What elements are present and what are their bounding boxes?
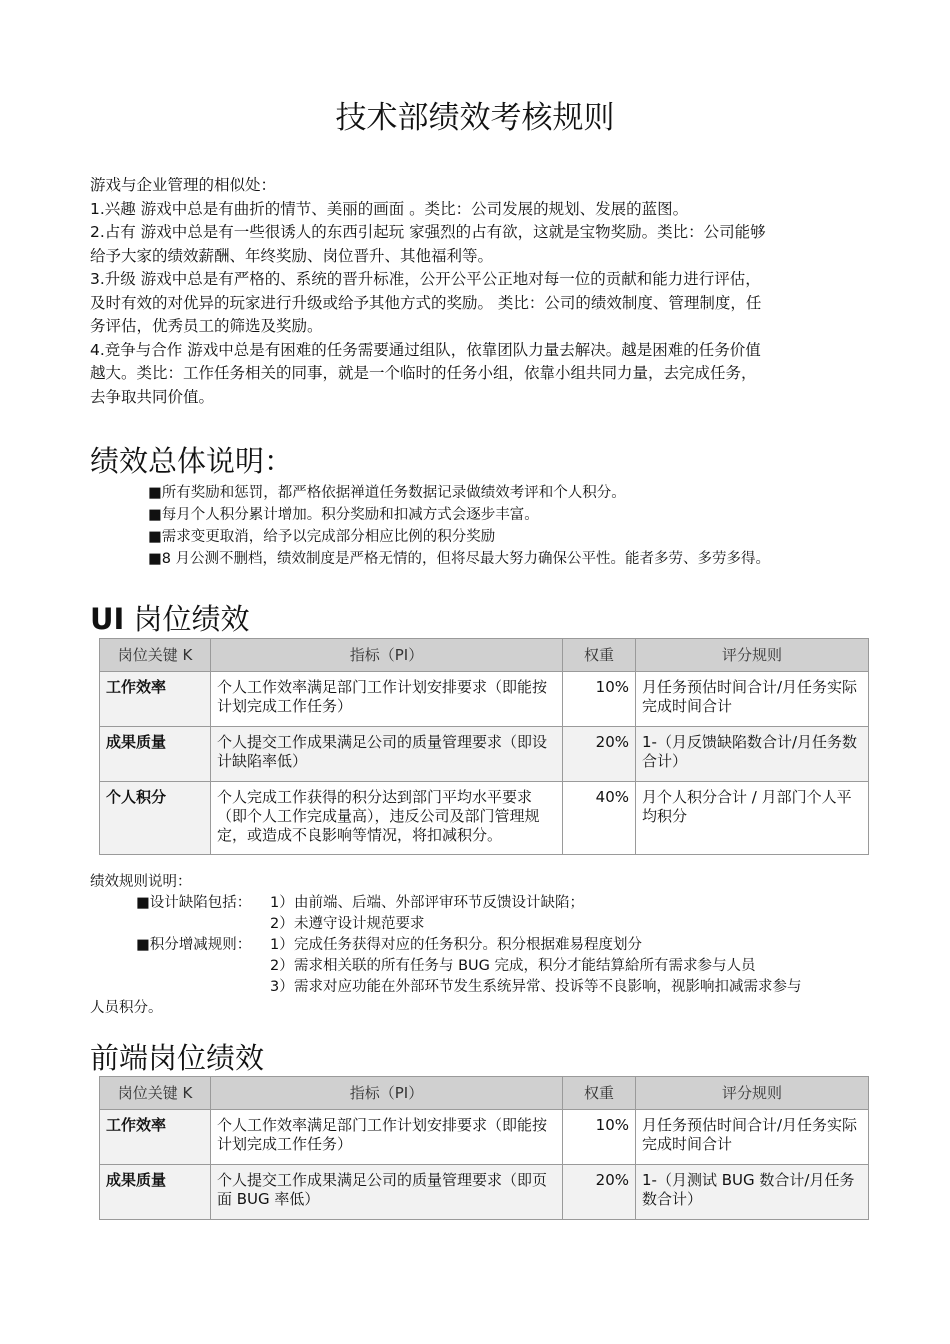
- weight-cell: 20%: [563, 1165, 636, 1220]
- column-header: 指标（PI）: [211, 1077, 563, 1110]
- intro-line: 及时有效的对优异的玩家进行升级或给予其他方式的奖励。 类比：公司的绩效制度、管理制度，任: [90, 293, 762, 312]
- table-row: [100, 1165, 869, 1220]
- intro-line: 务评估，优秀员工的筛选及奖励。: [90, 317, 323, 335]
- key-cell: 成果质量: [100, 727, 211, 782]
- weight-cell: 40%: [563, 782, 636, 855]
- key-cell: 工作效率: [100, 1110, 211, 1165]
- intro-line: 3.升级 游戏中总是有严格的、系统的晋升标准，公开公平公正地对每一位的贡献和能力进行评估，: [90, 270, 761, 288]
- intro-line: 越大。类比：工作任务相关的同事，就是一个临时的任务小组，依靠小组共同力量，去完成任务，: [90, 364, 757, 382]
- rule-number: 2）: [270, 958, 294, 974]
- rule-text: 需求相关联的所有任务与 BUG 完成，积分才能结算給所有需求参与人员: [294, 958, 756, 974]
- table-row: [100, 727, 869, 782]
- rule-number: 1）: [270, 895, 294, 911]
- pi-cell: 个人提交工作成果满足公司的质量管理要求（即页面 BUG 率低）: [211, 1165, 563, 1220]
- rule-text: 完成任务获得对应的任务积分。积分根据难易程度划分: [294, 937, 642, 953]
- intro-line: 给予大家的绩效薪酬、年终奖励、岗位晋升、其他福利等。: [90, 246, 494, 265]
- rule-number: 1）: [270, 937, 294, 953]
- weight-cell: 20%: [563, 727, 636, 782]
- page-title: 技术部绩效考核规则: [335, 100, 615, 136]
- intro-line: 2.占有 游戏中总是有一些很诱人的东西引起玩 家强烈的占有欲，这就是宝物奖励。类比：公司能够: [90, 223, 766, 241]
- ui-performance-table: [99, 638, 869, 855]
- key-cell: 成果质量: [100, 1165, 211, 1220]
- ui-heading-rest: 岗位绩效: [124, 602, 250, 636]
- rule-text: 未遵守设计规范要求: [294, 916, 425, 932]
- rule-cell: 1-（月反馈缺陷数合计/月任务数合计）: [636, 727, 869, 782]
- overview-item: ■所有奖励和惩罚，都严格依据禅道任务数据记录做绩效考评和个人积分。: [148, 485, 626, 501]
- intro-line: 去争取共同价值。: [90, 387, 215, 406]
- overview-item: ■需求变更取消，给予以完成部分相应比例的积分奖励: [148, 529, 496, 545]
- ui-section-heading: [90, 601, 250, 637]
- rule-text: 由前端、后端、外部评审环节反馈设计缺陷；: [294, 895, 584, 911]
- column-header: 权重: [563, 639, 636, 672]
- rule-cell: 1-（月测试 BUG 数合计/月任务数合计）: [636, 1165, 869, 1220]
- pi-cell: 个人完成工作获得的积分达到部门平均水平要求（即个人工作完成量高），违反公司及部门管理规定，或造成不良影响等情况，将扣减积分。: [211, 782, 563, 855]
- rule-number: 3）: [270, 979, 294, 995]
- key-cell: 个人积分: [100, 782, 211, 855]
- overview-item: ■8 月公测不删档，绩效制度是严格无情的，但将尽最大努力确保公平性。能者多劳、多劳多得。: [148, 551, 771, 567]
- table-row: [100, 1110, 869, 1165]
- frontend-performance-table: [99, 1076, 869, 1220]
- overview-item: ■每月个人积分累计增加。积分奖励和扣减方式会逐步丰富。: [148, 507, 539, 523]
- pi-cell: 个人工作效率满足部门工作计划安排要求（即能按计划完成工作任务）: [211, 1110, 563, 1165]
- defect-label: ■设计缺陷包括：: [136, 895, 252, 911]
- rules-tail: 人员积分。: [90, 1000, 163, 1016]
- rules-section: [90, 872, 870, 1019]
- pi-cell: 个人工作效率满足部门工作计划安排要求（即能按计划完成工作任务）: [211, 672, 563, 727]
- table-header-row: [100, 1077, 869, 1110]
- rules-heading: 绩效规则说明：: [90, 874, 192, 890]
- table-row: [100, 672, 869, 727]
- overview-list: [148, 482, 868, 570]
- rule-cell: 月个人积分合计 / 月部门个人平均积分: [636, 782, 869, 855]
- key-cell: 工作效率: [100, 672, 211, 727]
- weight-cell: 10%: [563, 672, 636, 727]
- rule-number: 2）: [270, 916, 294, 932]
- intro-line: 游戏与企业管理的相似处：: [90, 176, 277, 194]
- pi-cell: 个人提交工作成果满足公司的质量管理要求（即设计缺陷率低）: [211, 727, 563, 782]
- column-header: 指标（PI）: [211, 639, 563, 672]
- rule-cell: 月任务预估时间合计/月任务实际完成时间合计: [636, 1110, 869, 1165]
- ui-heading-bold: UI: [90, 602, 125, 636]
- column-header: 评分规则: [636, 1077, 869, 1110]
- column-header: 权重: [563, 1077, 636, 1110]
- rule-text: 需求对应功能在外部环节发生系统异常、投诉等不良影响，视影响扣减需求参与: [294, 979, 802, 995]
- column-header: 评分规则: [636, 639, 869, 672]
- column-header: 岗位关键 K: [100, 639, 211, 672]
- column-header: 岗位关键 K: [100, 1077, 211, 1110]
- table-header-row: [100, 639, 869, 672]
- frontend-section-heading: 前端岗位绩效: [90, 1041, 265, 1075]
- rule-cell: 月任务预估时间合计/月任务实际完成时间合计: [636, 672, 869, 727]
- overview-heading: 绩效总体说明：: [90, 444, 294, 478]
- score-label: ■积分增减规则：: [136, 937, 252, 953]
- weight-cell: 10%: [563, 1110, 636, 1165]
- table-row: [100, 782, 869, 855]
- intro-text: [90, 174, 870, 409]
- intro-line: 4.竞争与合作 游戏中总是有困难的任务需要通过组队，依靠团队力量去解决。越是困难的任务价值: [90, 340, 761, 359]
- intro-line: 1.兴趣 游戏中总是有曲折的情节、美丽的画面 。类比：公司发展的规划、发展的蓝图。: [90, 199, 689, 218]
